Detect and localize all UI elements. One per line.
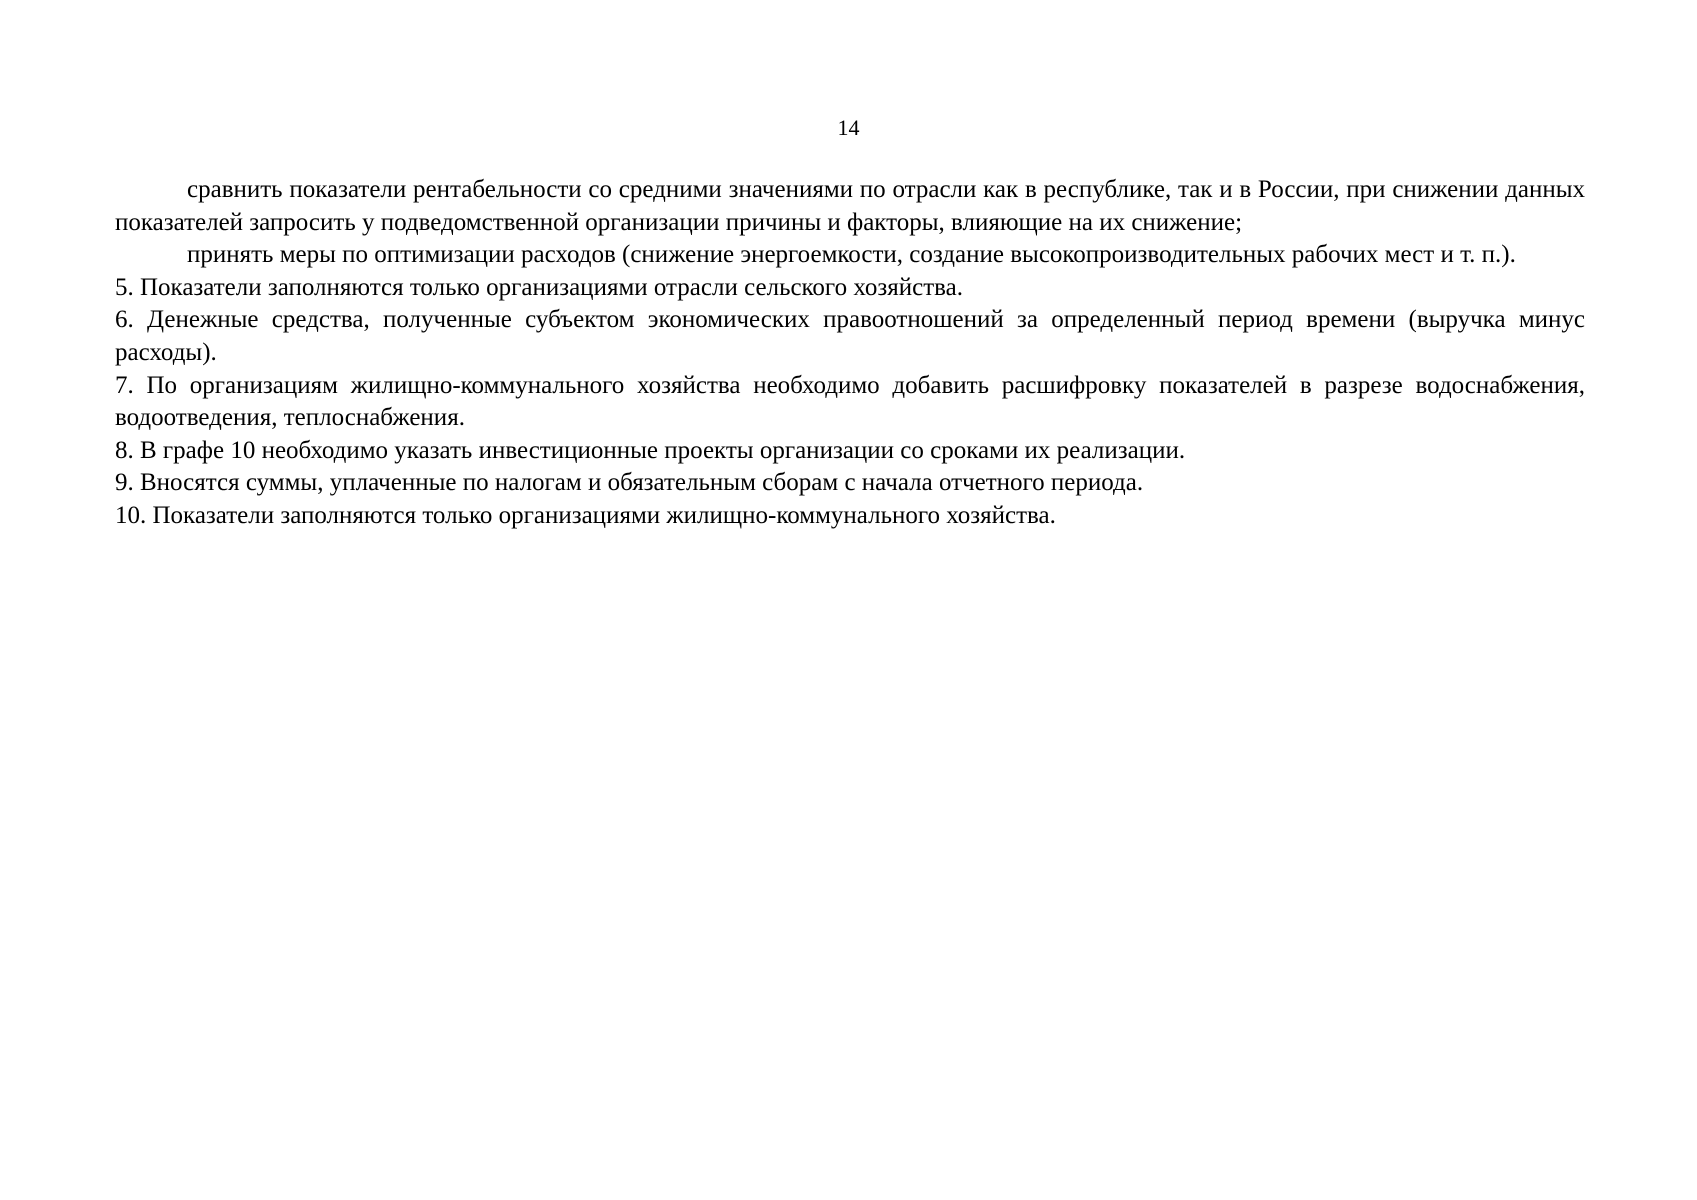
paragraph-compare-profitability: сравнить показатели рентабельности со средними значениями по отрасли как в республике, так и в России, при снижении данных показателей запросить у подведомственной организации причины и факторы, влияющие на их снижение;: [115, 176, 1585, 236]
document-body: [115, 174, 1585, 533]
footnote-9: 9. Вносятся суммы, уплаченные по налогам и обязательным сборам с начала отчетного периода.: [115, 469, 1144, 497]
footnote-6: 6. Денежные средства, полученные субъектом экономических правоотношений за определенный период времени (выручка минус расходы).: [115, 306, 1585, 366]
paragraph-optimize-expenses: принять меры по оптимизации расходов (снижение энергоемкости, создание высокопроизводительных рабочих мест и т. п.).: [187, 241, 1516, 269]
page-number: 14: [837, 115, 860, 140]
footnote-8: 8. В графе 10 необходимо указать инвестиционные проекты организации со сроками их реализации.: [115, 436, 1186, 464]
footnote-10: 10. Показатели заполняются только организациями жилищно-коммунального хозяйства.: [115, 501, 1056, 529]
footnote-7: 7. По организациям жилищно-коммунального хозяйства необходимо добавить расшифровку показателей в разрезе водоснабжения, водоотведения, теплоснабжения.: [115, 371, 1585, 432]
footnote-5: 5. Показатели заполняются только организациями отрасли сельского хозяйства.: [115, 273, 963, 301]
